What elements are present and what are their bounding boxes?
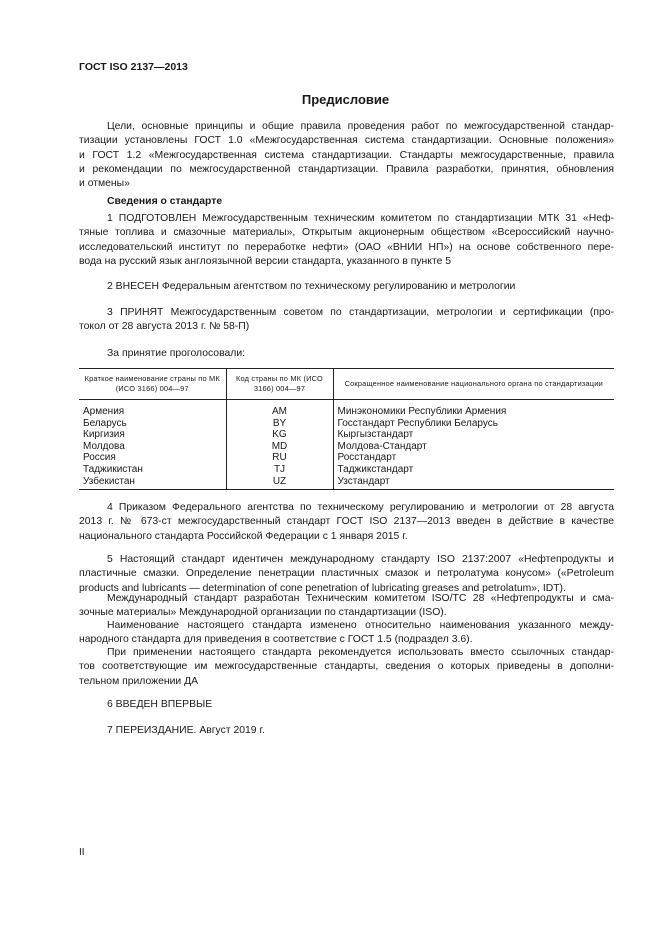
table-row bbox=[79, 400, 614, 418]
item-5-reference-line: тов соответствующие им межгосударственные стандарты, сведения о которых приведены в дополни- bbox=[79, 661, 614, 673]
item-6-paragraph: 6 ВВЕДЕН ВПЕРВЫЕ bbox=[107, 699, 213, 710]
intro-paragraph bbox=[79, 120, 614, 191]
body-cell: Узстандарт bbox=[333, 476, 614, 490]
item-1-line: вода на русский язык англоязычной версии стандарта, указанного в пункте 5 bbox=[79, 255, 452, 267]
column-header-country: Краткое наименование страны по МК (ИСО 3166) 004—97 bbox=[79, 369, 226, 400]
table-row bbox=[79, 476, 614, 490]
country-cell: Таджикистан bbox=[79, 464, 226, 476]
item-1-paragraph bbox=[79, 212, 614, 269]
column-header-code: Код страны по МК (ИСО 3166) 004—97 bbox=[226, 369, 333, 400]
country-cell: Узбекистан bbox=[79, 476, 226, 490]
column-header-body: Сокращенное наименование национального органа по стандартизации bbox=[333, 369, 614, 400]
body-cell: Минэкономики Республики Армения bbox=[333, 400, 614, 418]
page-number: II bbox=[79, 847, 85, 858]
code-cell: MD bbox=[226, 441, 333, 453]
item-5-developer-line: зочные материалы» Международной организации по стандартизации (ISO). bbox=[79, 607, 447, 619]
body-cell: Кыргызстандарт bbox=[333, 429, 614, 441]
item-5-paragraph bbox=[79, 553, 614, 596]
item-4-line: национального стандарта Российской Федерации с 1 января 2015 г. bbox=[79, 530, 408, 542]
section-subheading: Сведения о стандарте bbox=[107, 196, 223, 207]
code-cell: TJ bbox=[226, 464, 333, 476]
table-row bbox=[79, 452, 614, 464]
intro-line: Цели, основные принципы и общие правила проведения работ по межгосударственной стандар- bbox=[107, 121, 614, 132]
code-cell: BY bbox=[226, 418, 333, 430]
body-cell: Росстандарт bbox=[333, 452, 614, 464]
intro-line: и ГОСТ 1.2 «Межгосударственная система стандартизации. Стандарты межгосударственные, правила bbox=[79, 149, 614, 161]
item-5-line: 5 Настоящий стандарт идентичен международному стандарту ISO 2137:2007 «Нефтепродукты и bbox=[107, 554, 614, 565]
body-cell: Молдова-Стандарт bbox=[333, 441, 614, 453]
country-cell: Киргизия bbox=[79, 429, 226, 441]
item-2-paragraph: 2 ВНЕСЕН Федеральным агентством по техническому регулированию и метрологии bbox=[107, 281, 516, 292]
intro-line: тизации установлены ГОСТ 1.0 «Межгосударственная система стандартизации. Основные положения» bbox=[79, 135, 614, 147]
table-row bbox=[79, 418, 614, 430]
body-cell: Таджикстандарт bbox=[333, 464, 614, 476]
table-row bbox=[79, 429, 614, 441]
country-cell: Армения bbox=[79, 400, 226, 418]
item-5-name-line: народного стандарта для приведения в соответствие с ГОСТ 1.5 (подраздел 3.6). bbox=[79, 634, 473, 646]
item-5-line: пластичные смазки. Определение пенетрации пластичных смазок и петролатума конусом» («Petroleum bbox=[79, 568, 614, 580]
item-4-line: 2013 г. № 673-ст межгосударственный стандарт ГОСТ ISO 2137—2013 введен в действие в качестве bbox=[79, 516, 614, 528]
code-cell: KG bbox=[226, 429, 333, 441]
country-cell: Молдова bbox=[79, 441, 226, 453]
intro-line: и рекомендации по межгосударственной стандартизации. Правила разработки, принятия, обновления bbox=[79, 163, 614, 175]
item-4-paragraph bbox=[79, 501, 614, 544]
item-5-reference-line: При применении настоящего стандарта рекомендуется использовать вместо ссылочных стандар- bbox=[107, 647, 614, 658]
item-5-developer-line: Международный стандарт разработан Техническим комитетом ISO/TC 28 «Нефтепродукты и сма- bbox=[107, 593, 614, 604]
intro-line: и отмены» bbox=[79, 178, 130, 190]
table-row bbox=[79, 441, 614, 453]
item-4-line: 4 Приказом Федерального агентства по техническому регулированию и метрологии от 28 августа bbox=[107, 502, 614, 513]
code-cell: UZ bbox=[226, 476, 333, 490]
item-5-reference-paragraph bbox=[79, 646, 614, 689]
body-cell: Госстандарт Республики Беларусь bbox=[333, 418, 614, 430]
page-title: Предисловие bbox=[301, 92, 390, 107]
item-3-line: токол от 28 августа 2013 г. № 58-П) bbox=[79, 321, 250, 333]
item-1-line: исследовательский институт по переработке нефти» (ОАО «ВНИИ НП») на основе собственного пере- bbox=[79, 241, 614, 253]
table-row bbox=[79, 464, 614, 476]
item-5-line: products and lubricants — determination of cone penetration of lubricating greases and petrolatum», IDT). bbox=[79, 582, 566, 594]
vote-intro: За принятие проголосовали: bbox=[107, 348, 246, 359]
voting-table-header-row bbox=[79, 369, 614, 400]
country-cell: Беларусь bbox=[79, 418, 226, 430]
country-cell: Россия bbox=[79, 452, 226, 464]
item-3-paragraph bbox=[79, 306, 614, 335]
voting-table bbox=[79, 368, 614, 490]
item-5-developer-paragraph bbox=[79, 592, 614, 621]
item-7-paragraph: 7 ПЕРЕИЗДАНИЕ. Август 2019 г. bbox=[107, 725, 265, 736]
item-3-line: 3 ПРИНЯТ Межгосударственным советом по стандартизации, метрологии и сертификации (про- bbox=[107, 307, 614, 318]
code-cell: AM bbox=[226, 400, 333, 418]
code-cell: RU bbox=[226, 452, 333, 464]
document-code-header: ГОСТ ISO 2137—2013 bbox=[79, 61, 188, 73]
item-1-line: тяные топлива и смазочные материалы», Открытым акционерным обществом «Всероссийский научно- bbox=[79, 227, 614, 239]
item-1-line: 1 ПОДГОТОВЛЕН Межгосударственным техническим комитетом по стандартизации МТК 31 «Неф- bbox=[107, 213, 614, 224]
item-5-name-line: Наименование настоящего стандарта изменено относительно наименования указанного между- bbox=[107, 620, 614, 631]
item-5-reference-line: тельном приложении ДА bbox=[79, 675, 199, 687]
item-5-name-paragraph bbox=[79, 619, 614, 648]
